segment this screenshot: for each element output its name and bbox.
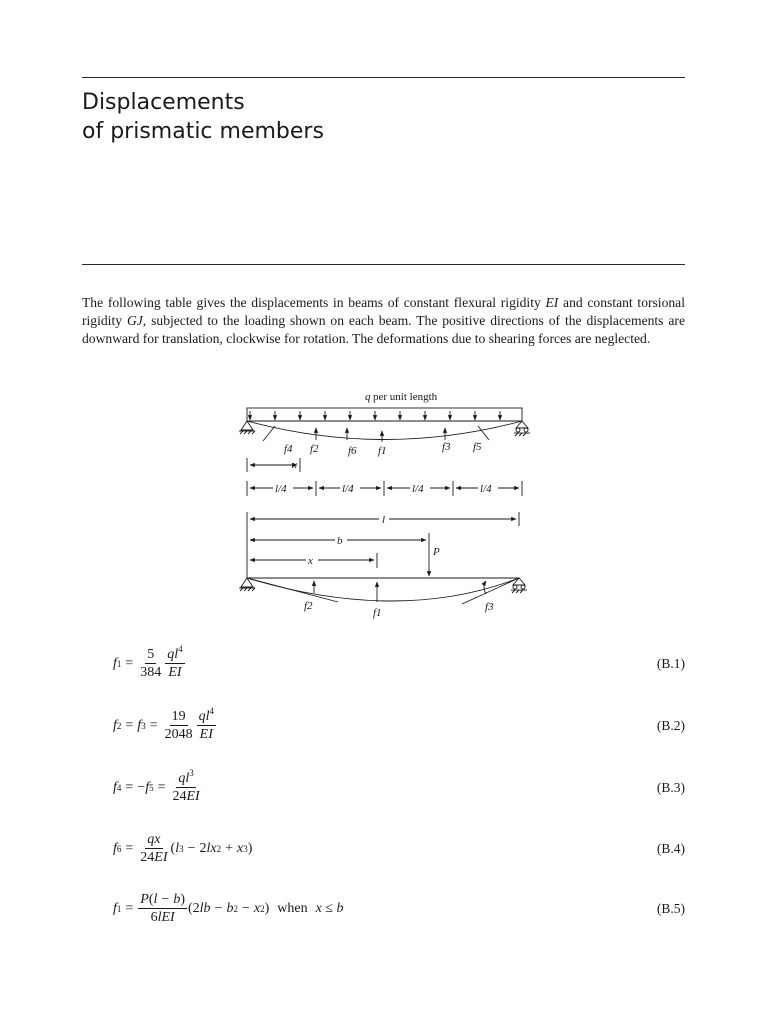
top-dim-x: x	[292, 459, 297, 471]
quarter-2: l/4	[342, 483, 354, 495]
top-label-f1: f1	[378, 445, 387, 457]
equation-b5-cond-expr: x ≤ b	[315, 901, 344, 916]
top-label-f2: f2	[310, 443, 319, 455]
equation-b1-number: (B.1)	[656, 656, 685, 671]
dim-l: l	[382, 514, 386, 526]
title-line-1: Displacements	[82, 90, 245, 115]
top-label-f6: f6	[348, 445, 357, 457]
load-label-q: q	[365, 391, 371, 403]
intro-paragraph	[82, 294, 685, 349]
equation-b5-number: (B.5)	[656, 901, 685, 916]
dim-x: x	[308, 555, 313, 567]
equation-b4	[113, 832, 685, 866]
load-label-text: per unit length	[373, 391, 438, 403]
equation-b2-number: (B.2)	[656, 718, 685, 733]
intro-text-2: and constant torsional rigidity	[82, 295, 685, 329]
equation-b1-expression: f 1 = $\frac{5}{384}$ $\frac{ql^4}{EI}$	[113, 644, 183, 680]
equation-b3-number: (B.3)	[656, 780, 685, 795]
intro-text-1: The following table gives the displacements in beams of constant flexural rigidity	[82, 295, 546, 310]
load-arrows	[250, 411, 500, 420]
top-label-f5: f5	[473, 441, 482, 453]
bottom-beam-group	[239, 512, 527, 619]
bottom-right-support	[513, 578, 525, 585]
equation-b2	[113, 706, 685, 743]
equation-b3-expression: f 4 = − f 5 = $\frac{ql^3}{24EI}$	[113, 768, 200, 804]
dim-b: b	[337, 535, 343, 547]
bottom-deflection-curve	[247, 578, 519, 601]
top-label-f4: f4	[284, 443, 293, 455]
equation-b5-expression: f 1 = $\frac{P(l - b)}{\text{6lEI}}$ (2 lb − b 2 − x 2 ) when x ≤ b	[113, 892, 344, 925]
beam-diagram	[230, 388, 540, 623]
section-rule	[82, 264, 685, 265]
intro-ei: EI	[545, 295, 559, 310]
intro-gj: GJ	[126, 313, 143, 329]
page-title	[82, 88, 324, 146]
equation-b1	[113, 644, 685, 681]
top-label-f3: f3	[442, 441, 451, 453]
bottom-label-f3: f3	[485, 601, 494, 613]
equation-b4-expression: f 6 = $\frac{qx}{24EI}$ ( l 3 − 2 lx 2 + x 3 )	[113, 832, 253, 865]
quarter-3: l/4	[412, 483, 424, 495]
bottom-label-f1: f1	[373, 607, 382, 619]
quarter-1: l/4	[275, 483, 287, 495]
equation-b5-condition: when	[277, 901, 308, 916]
equation-b4-number: (B.4)	[656, 841, 685, 856]
bottom-label-f2: f2	[304, 600, 313, 612]
title-line-2: of prismatic members	[82, 119, 324, 144]
top-rule	[82, 77, 685, 78]
intro-text-3: , subjected to the loading shown on each beam. The positive directions of the displacements are downward for translation, clockwise for rotation. The deformations due to shearing forces are neglected.	[82, 313, 685, 347]
quarter-4: l/4	[480, 483, 492, 495]
load-p: P	[433, 546, 440, 558]
load-block	[247, 408, 522, 421]
equation-b3	[113, 768, 685, 805]
equation-b5	[113, 892, 685, 926]
top-deflection-curve	[247, 421, 522, 440]
equation-b2-expression: f 2 = f 3 = $\frac{19}{2048}$ $\frac{ql^4}{EI}$	[113, 706, 214, 742]
top-beam-group	[239, 391, 530, 496]
